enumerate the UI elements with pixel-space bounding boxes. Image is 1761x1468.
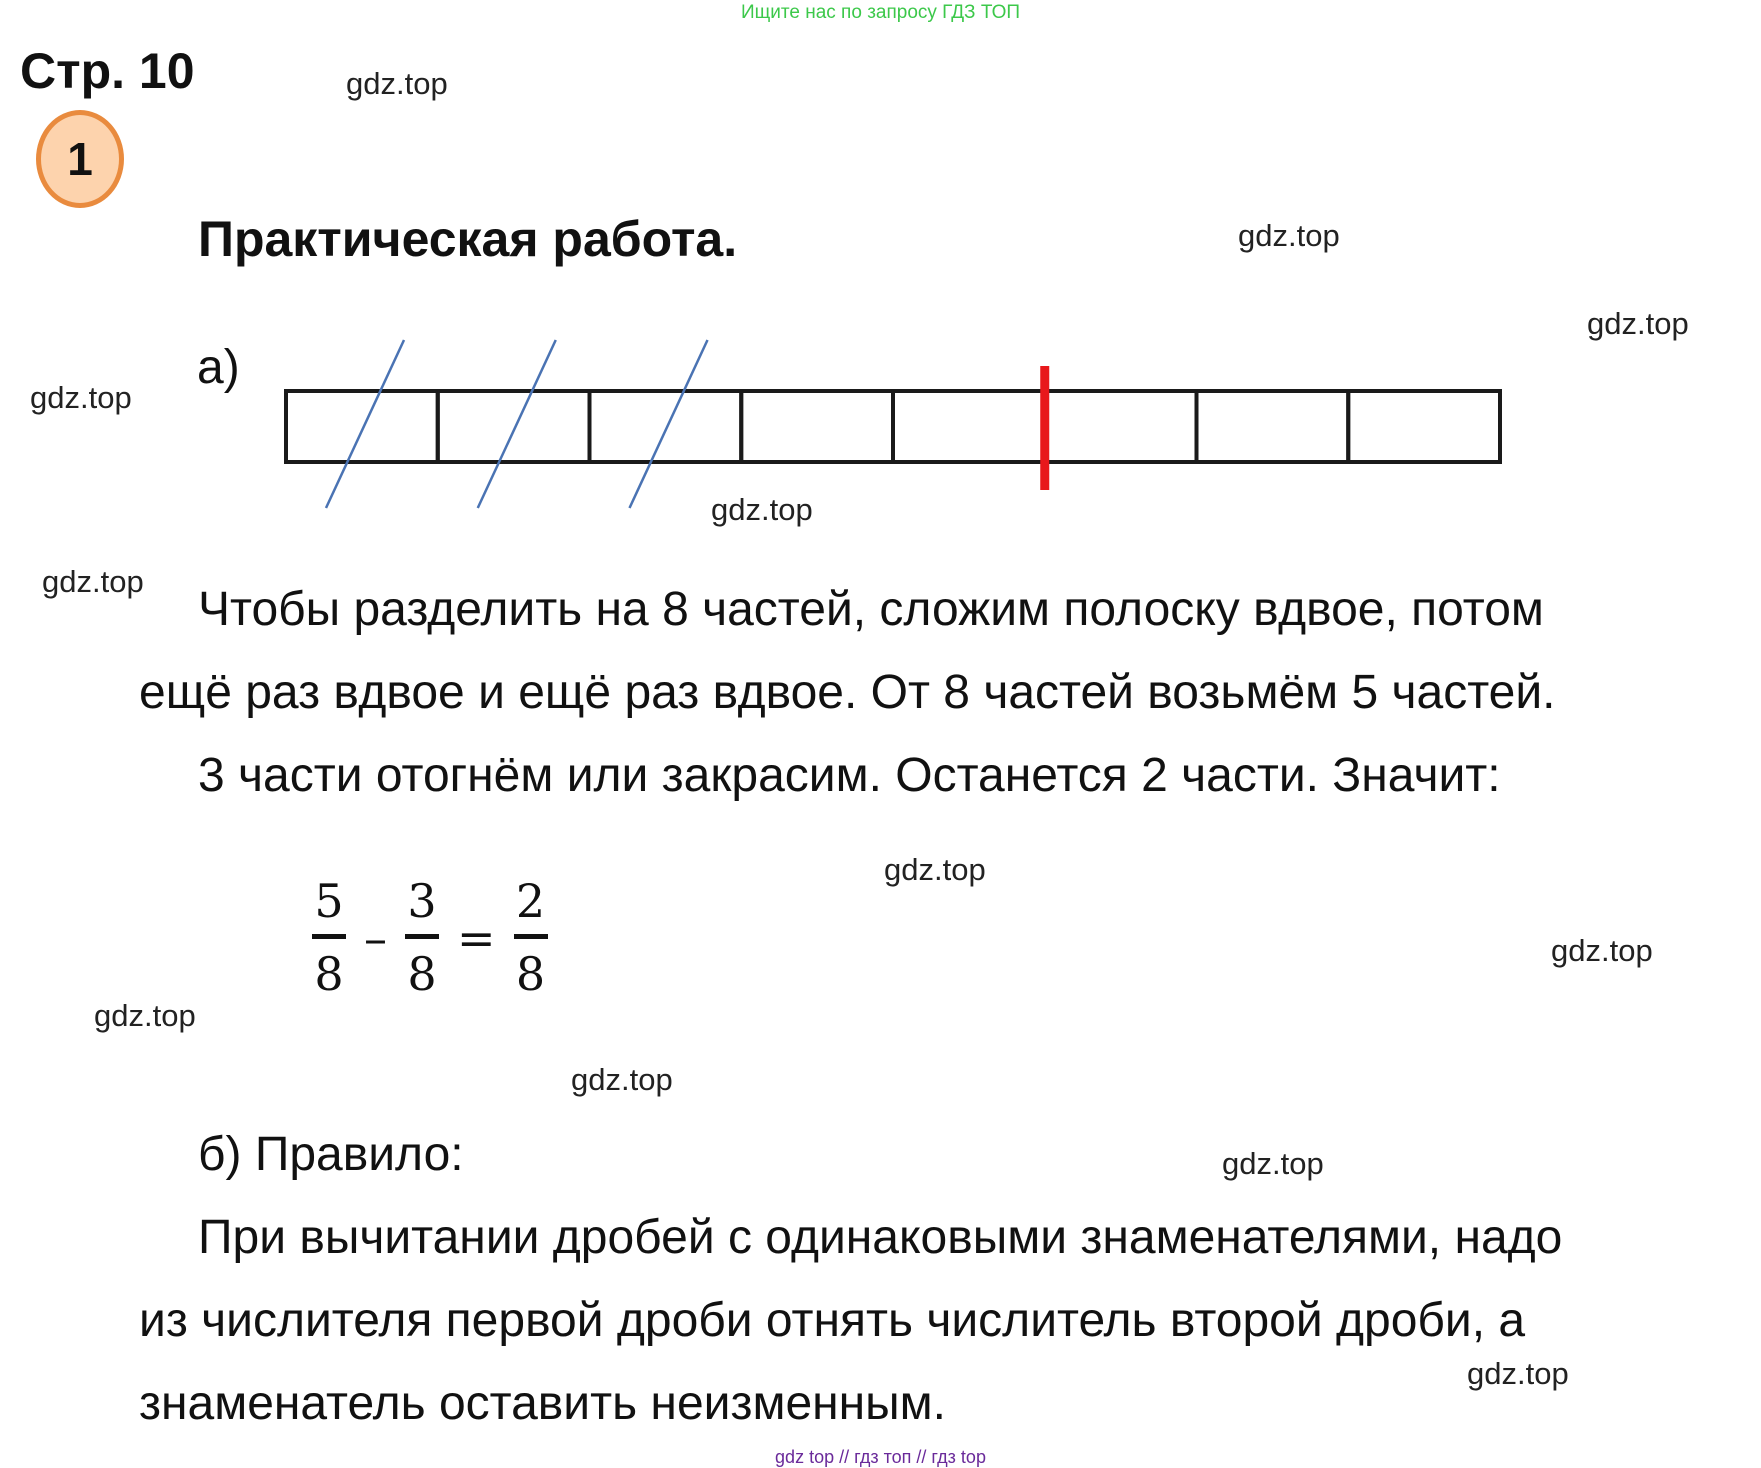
fraction-bar [312, 934, 346, 939]
part-b-label: б) Правило: [198, 1128, 464, 1181]
watermark: gdz.top [571, 1062, 673, 1097]
explanation-line-2: ещё раз вдвое и ещё раз вдвое. От 8 частей возьмём 5 частей. [139, 666, 1556, 719]
strip-segment [1348, 391, 1500, 462]
fraction-equation [312, 874, 548, 1001]
watermark: gdz.top [42, 564, 144, 599]
numerator: 5 [314, 874, 344, 928]
hatch-line [326, 340, 404, 508]
watermark: gdz.top [1467, 1356, 1569, 1391]
strip-segment [1197, 391, 1349, 462]
task-title: Практическая работа. [198, 211, 738, 267]
watermark: gdz.top [1587, 306, 1689, 341]
rule-line-1: При вычитании дробей с одинаковыми знаменателями, надо [198, 1211, 1563, 1264]
fraction-difference [514, 874, 548, 1001]
strip-segment [590, 391, 742, 462]
page-number: Стр. 10 [20, 43, 195, 99]
watermark: gdz.top [1238, 218, 1340, 253]
denominator: 8 [515, 947, 546, 1001]
watermark: gdz.top [30, 380, 132, 415]
watermark: gdz.top [1551, 933, 1653, 968]
strip-segment [893, 391, 1045, 462]
equals-sign: = [457, 910, 496, 965]
denominator: 8 [407, 947, 437, 1001]
strip-segment [286, 391, 438, 462]
watermark: gdz.top [884, 852, 986, 887]
fraction-strip [0, 0, 1761, 520]
fraction-minuend [312, 874, 346, 1001]
minus-sign: – [364, 910, 387, 965]
explanation-line-3: 3 части отогнём или закрасим. Останется 2 части. Значит: [198, 749, 1501, 802]
footer-watermark: gdz top // гдз топ // гдз top [775, 1447, 986, 1467]
fraction-subtrahend [405, 874, 439, 1001]
hatch-line [630, 340, 708, 508]
numerator: 3 [407, 874, 437, 928]
denominator: 8 [314, 947, 344, 1001]
rule-line-3: знаменатель оставить неизменным. [139, 1377, 946, 1430]
watermark: gdz.top [711, 492, 813, 527]
numerator: 2 [515, 874, 546, 928]
hatch-line [478, 340, 556, 508]
rule-line-2: из числителя первой дроби отнять числитель второй дроби, а [139, 1294, 1526, 1347]
watermark: gdz.top [346, 66, 448, 101]
watermark: gdz.top [94, 998, 196, 1033]
strip-segment [741, 391, 893, 462]
strip-segment [1045, 391, 1197, 462]
top-banner: Ищите нас по запросу ГДЗ ТОП [740, 2, 1021, 23]
fraction-bar [514, 934, 548, 939]
strip-segment [438, 391, 590, 462]
watermark: gdz.top [1222, 1146, 1324, 1181]
part-a-label: а) [197, 341, 240, 394]
explanation-line-1: Чтобы разделить на 8 частей, сложим полоску вдвое, потом [198, 583, 1544, 636]
fraction-bar [405, 934, 439, 939]
task-number: 1 [67, 133, 93, 185]
